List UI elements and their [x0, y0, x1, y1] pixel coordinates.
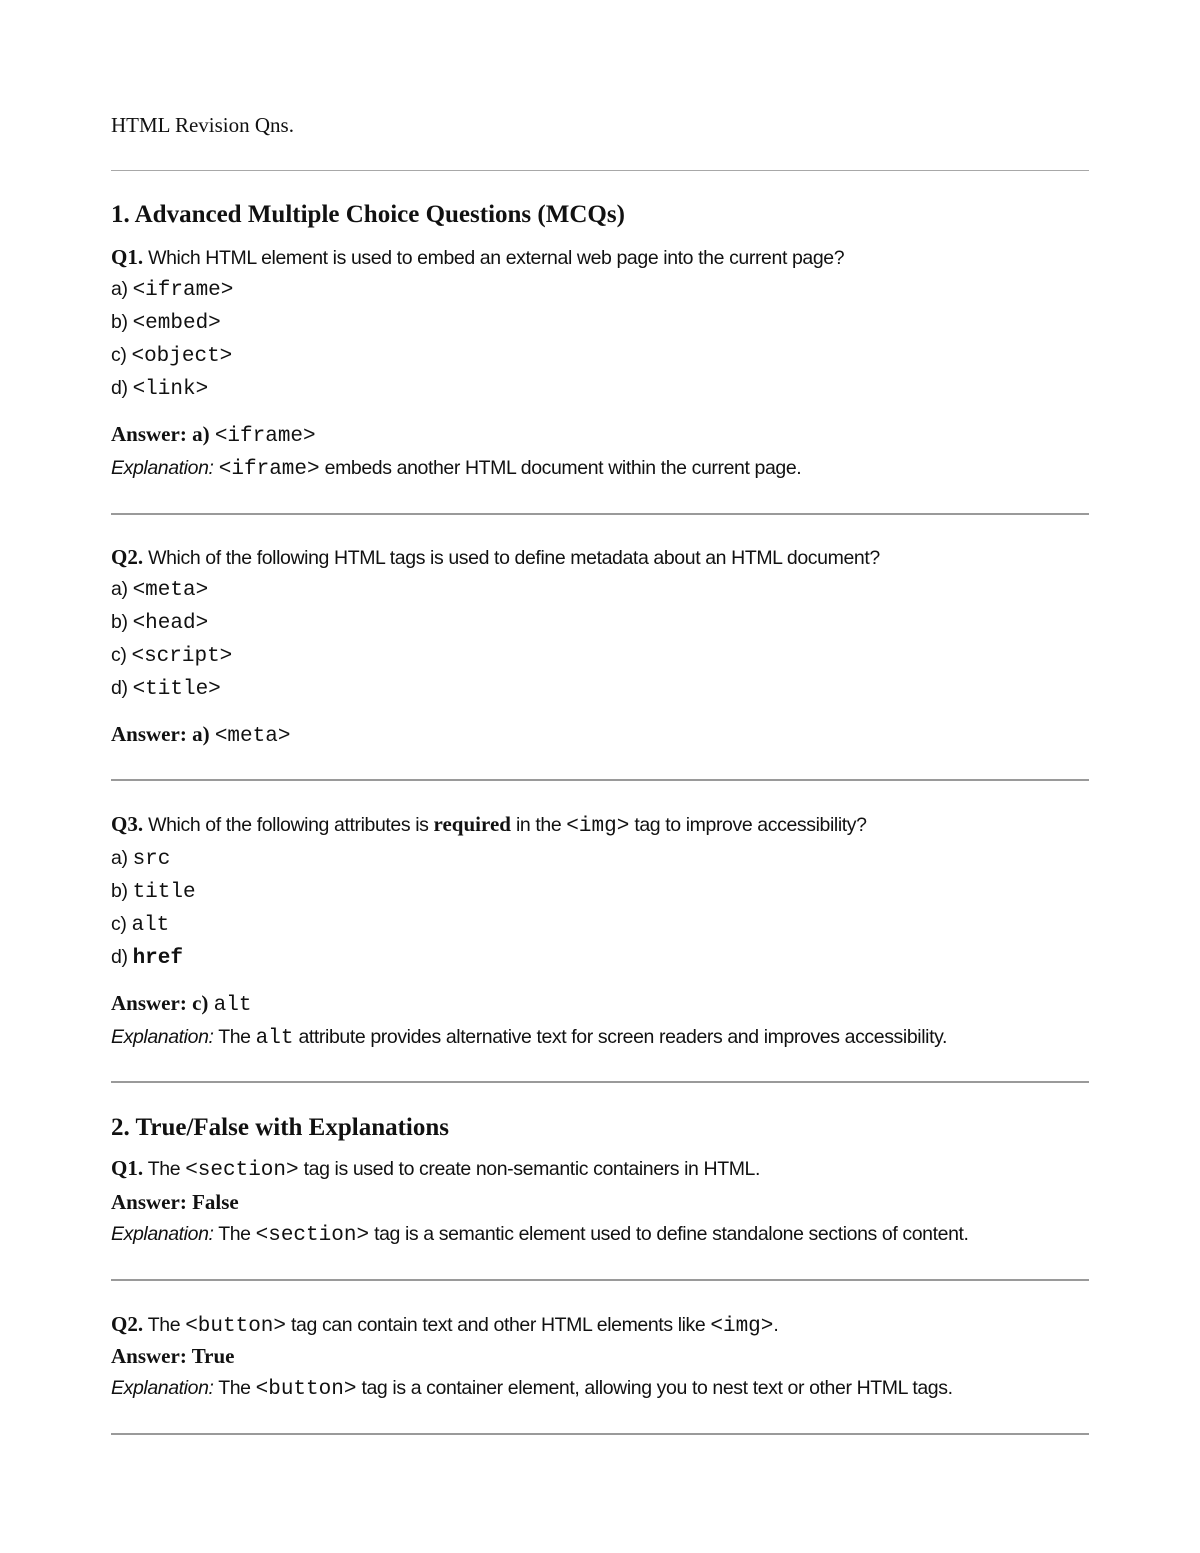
answer-option: [111, 842, 170, 875]
question-body: tag is used to create non-semantic containers in HTML.: [298, 1158, 761, 1180]
option-code: title: [132, 881, 196, 904]
divider: [111, 1279, 1089, 1281]
answer-option: [111, 908, 169, 941]
answer-code: <meta>: [214, 725, 291, 748]
answer-option: [111, 573, 208, 606]
answer-option: [111, 941, 183, 974]
option-prefix: c): [111, 644, 132, 666]
explanation-text: The: [213, 1223, 256, 1245]
question-text: [111, 542, 880, 573]
explanation-code: <button>: [255, 1378, 357, 1401]
document-title: HTML Revision Qns.: [111, 113, 294, 137]
explanation-code: alt: [255, 1027, 294, 1050]
option-code: <title>: [132, 678, 221, 701]
answer-label: Answer: a): [111, 422, 215, 446]
question-label: Q1.: [111, 245, 144, 269]
explanation-text: The: [213, 1377, 256, 1399]
question-label: Q1.: [111, 1156, 144, 1180]
explanation-line: [111, 1372, 953, 1405]
option-prefix: c): [111, 913, 132, 935]
explanation-line: [111, 1218, 969, 1251]
answer-label: Answer: a): [111, 722, 215, 746]
option-code: <meta>: [132, 579, 209, 602]
answer-option: [111, 339, 232, 372]
option-prefix: b): [111, 611, 133, 633]
explanation-text: embeds another HTML document within the current page.: [319, 457, 802, 479]
option-code: alt: [131, 914, 170, 937]
explanation-line: [111, 452, 801, 485]
question-label: Q2.: [111, 545, 144, 569]
question-body: Which of the following attributes is: [143, 814, 434, 836]
explanation-label: Explanation:: [111, 1377, 214, 1399]
answer-label: Answer: c): [111, 991, 214, 1015]
option-code: href: [132, 947, 183, 970]
question-body: Which of the following HTML tags is used to define metadata about an HTML document?: [143, 547, 880, 569]
option-prefix: a): [111, 847, 133, 869]
question-body: .: [773, 1314, 779, 1336]
explanation-line: [111, 1021, 947, 1054]
question-emphasis: required: [433, 812, 511, 836]
explanation-code: <section>: [255, 1224, 370, 1247]
answer-line: [111, 419, 316, 452]
option-code: <embed>: [132, 312, 221, 335]
option-code: <object>: [131, 345, 233, 368]
explanation-label: Explanation:: [111, 457, 214, 479]
option-prefix: d): [111, 677, 133, 699]
question-body: tag to improve accessibility?: [629, 814, 867, 836]
question-code: <img>: [566, 815, 630, 838]
option-prefix: d): [111, 946, 133, 968]
section-heading-true-false: 2. True/False with Explanations: [111, 1114, 450, 1141]
answer-line: Answer: True: [111, 1344, 235, 1368]
answer-line: Answer: False: [111, 1190, 239, 1214]
question-code: <section>: [185, 1159, 299, 1182]
question-body: The: [143, 1158, 186, 1180]
answer-code: alt: [213, 994, 252, 1017]
answer-line: [111, 719, 290, 752]
explanation-text: attribute provides alternative text for screen readers and improves accessibility.: [293, 1026, 948, 1048]
option-prefix: c): [111, 344, 132, 366]
question-text: [111, 1309, 778, 1342]
answer-option: [111, 875, 196, 908]
answer-code: <iframe>: [214, 425, 316, 448]
divider: [111, 170, 1089, 171]
question-text: [111, 809, 867, 842]
question-code: <button>: [185, 1315, 287, 1338]
divider: [111, 1081, 1089, 1083]
option-code: src: [132, 848, 171, 871]
explanation-label: Explanation:: [111, 1223, 214, 1245]
answer-option: [111, 372, 208, 405]
answer-option: [111, 273, 233, 306]
option-code: <iframe>: [132, 279, 234, 302]
question-body: Which HTML element is used to embed an external web page into the current page?: [143, 247, 845, 269]
answer-option: [111, 639, 232, 672]
question-body: tag can contain text and other HTML elements like: [286, 1314, 711, 1336]
explanation-label: Explanation:: [111, 1026, 214, 1048]
option-code: <head>: [132, 612, 209, 635]
answer-option: [111, 606, 208, 639]
option-prefix: a): [111, 578, 133, 600]
option-code: <link>: [132, 378, 209, 401]
explanation-text: The: [213, 1026, 256, 1048]
option-prefix: a): [111, 278, 133, 300]
question-code: <img>: [710, 1315, 774, 1338]
question-text: [111, 1153, 760, 1186]
question-label: Q3.: [111, 812, 144, 836]
explanation-text: tag is a container element, allowing you to nest text or other HTML tags.: [356, 1377, 953, 1399]
question-label: Q2.: [111, 1312, 144, 1336]
option-code: <script>: [131, 645, 233, 668]
option-prefix: b): [111, 880, 133, 902]
answer-option: [111, 672, 221, 705]
explanation-text: tag is a semantic element used to define standalone sections of content.: [369, 1223, 969, 1245]
answer-option: [111, 306, 221, 339]
divider: [111, 513, 1089, 515]
option-prefix: b): [111, 311, 133, 333]
answer-line: [111, 988, 251, 1021]
section-heading-mcq: 1. Advanced Multiple Choice Questions (MCQs): [111, 201, 625, 228]
option-prefix: d): [111, 377, 133, 399]
question-text: [111, 242, 844, 273]
question-body: in the: [510, 814, 567, 836]
question-body: The: [143, 1314, 186, 1336]
explanation-code: <iframe>: [218, 458, 320, 481]
divider: [111, 779, 1089, 781]
divider: [111, 1433, 1089, 1435]
